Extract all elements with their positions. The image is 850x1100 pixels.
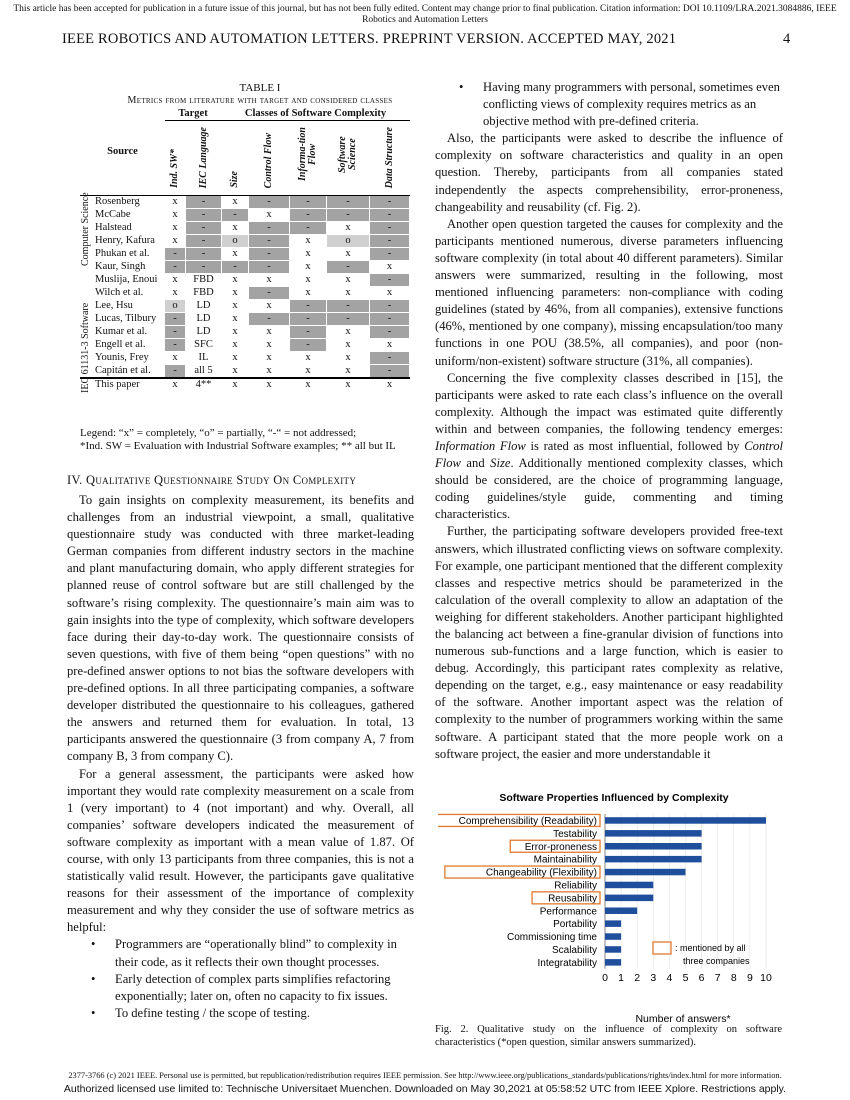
table-cell: x (327, 248, 370, 261)
table-cell: - (327, 209, 370, 222)
table-cell: - (222, 209, 249, 222)
bar (605, 959, 621, 966)
table-cell: x (249, 339, 290, 352)
bullet-dot: • (91, 971, 96, 986)
table-cell: - (249, 196, 290, 209)
table-cell: x (222, 326, 249, 339)
table-row (81, 235, 410, 248)
table-cell: - (290, 326, 327, 339)
table-cell: - (370, 248, 410, 261)
category-label: Reliability (554, 880, 597, 892)
table-cell: x (249, 352, 290, 365)
table-cell: - (290, 300, 327, 313)
bar (605, 882, 653, 889)
table-cell: - (370, 352, 410, 365)
table-cell: x (222, 365, 249, 379)
table-row (81, 365, 410, 379)
table-cell: - (249, 313, 290, 326)
paragraph: Concerning the five complexity classes described in [15], the participants were asked to rate each class’s influence on the overall complexity. Although the impact was estimated quite differently within and between companies, the following tendency emerges: Information Flow is rated as most influential, followed by Control Flow and Size. Additionally mentioned complexity classes, which should be considered, are the choice of programming language, coding guidelines/style guide, commenting and timing characteristics. (435, 370, 784, 522)
table-cell: - (370, 196, 410, 209)
source-header: Source (81, 108, 165, 196)
table-cell: FBD (186, 274, 222, 287)
table-cell: x (222, 287, 249, 300)
table-legend (80, 427, 396, 453)
target-group-header: Target (165, 108, 222, 121)
table-cell: x (290, 352, 327, 365)
bullet-list (435, 79, 783, 130)
x-tick-label: 1 (618, 971, 625, 984)
table-cell: - (186, 209, 222, 222)
column-header: IEC Language (186, 121, 222, 196)
table-cell: LD (186, 300, 222, 313)
paragraph: Another open question targeted the causes for complexity and the participants mentioned numerous, diverse parameters influencing software complexity (in total about 40 different parameters). Similar answers were summarized, resulting in the following, most mentioned influencing parameters: non-compliance with coding guidelines (stated by 46%, from all companies), extensive functions (46%, mentioned by one company), missing encapsulation/too many functions in one POU (38.5%, all companies), and poor (non-uniform/non-existent) software structure (31%, all companies). (435, 216, 783, 368)
table-cell: x (165, 378, 186, 392)
source-cell: Lee, Hsu (81, 300, 165, 313)
column-header: Software Science (327, 121, 370, 196)
table-cell: x (222, 352, 249, 365)
table-cell: - (370, 222, 410, 235)
license-footer: Authorized licensed use limited to: Technische Universitaet Muenchen. Downloaded on May 30,2021 at 05:58:52 UTC from IEEE Xplore. Restrictions apply. (63, 1083, 787, 1095)
table-row (81, 300, 410, 313)
table-cell: - (186, 248, 222, 261)
column-header: Control Flow (249, 121, 290, 196)
bar (605, 920, 621, 927)
category-label: Commissioning time (506, 932, 597, 944)
table-row (81, 313, 410, 326)
table-cell: x (165, 222, 186, 235)
bar (605, 843, 702, 850)
table-cell: x (249, 209, 290, 222)
x-tick-label: 10 (760, 971, 772, 984)
table-caption-title: Metrics from literature with target and considered classes (127, 95, 393, 106)
metrics-table (80, 107, 410, 392)
table-cell: - (186, 196, 222, 209)
table-row (81, 248, 410, 261)
source-cell: Rosenberg (81, 196, 165, 209)
table-cell: SFC (186, 339, 222, 352)
table-row (81, 274, 410, 287)
copyright-footer: 2377-3766 (c) 2021 IEEE. Personal use is permitted, but republication/redistribution requires IEEE permission. See http://www.ieee.org/publications_standards/publications/rights/index.html for more information. (68, 1071, 782, 1080)
table-cell: x (165, 196, 186, 209)
paragraph: Also, the participants were asked to describe the influence of complexity on software characteristics and quality in an open question. Thereby, participants from all companies stated independently the aspects comprehensibility, error-proneness, changeability and reusability (cf. Fig. 2). (435, 131, 783, 214)
section-heading: IV. Qualitative Questionnaire Study On Complexity (67, 473, 357, 487)
source-cell: Wilch et al. (81, 287, 165, 300)
table-cell: x (327, 326, 370, 339)
source-cell: Younis, Frey (81, 352, 165, 365)
table-cell: x (249, 274, 290, 287)
table-cell: x (327, 339, 370, 352)
table-cell: x (290, 287, 327, 300)
table-caption-label: TABLE I (239, 82, 281, 94)
column-header: Informa-tion Flow (290, 121, 327, 196)
column-header: Size (222, 121, 249, 196)
table-cell: o (222, 235, 249, 248)
table-cell: x (327, 378, 370, 392)
table-cell: x (222, 248, 249, 261)
category-label: Testability (553, 828, 597, 840)
table-cell: x (222, 196, 249, 209)
table-cell: - (249, 222, 290, 235)
table-cell: x (290, 261, 327, 274)
table-cell: x (327, 352, 370, 365)
table-cell: x (327, 274, 370, 287)
x-tick-label: 5 (682, 971, 689, 984)
table-cell: - (370, 209, 410, 222)
source-cell: Lucas, Tilbury (81, 313, 165, 326)
publication-notice: This article has been accepted for publication in a future issue of this journal, but has not been fully edited. Content may change prior to final publication. Citation information: DOI 10.1109/LRA.2021.3084886, IEEE Robotics and Automation Letters (13, 4, 837, 25)
table-cell: - (290, 196, 327, 209)
chart-title: Software Properties Influenced by Complexity (499, 792, 729, 804)
table-cell: - (249, 287, 290, 300)
legend-line-1: : mentioned by all (675, 943, 746, 953)
table-cell: x (370, 339, 410, 352)
bullet-list (67, 936, 414, 1021)
source-cell: Capitán et al. (81, 365, 165, 379)
category-label: Performance (539, 906, 597, 918)
table-cell: x (249, 326, 290, 339)
table-cell: x (222, 274, 249, 287)
x-tick-label: 2 (634, 971, 641, 984)
table-cell: 4** (186, 378, 222, 392)
table-row (81, 287, 410, 300)
category-label: Maintainability (533, 854, 597, 866)
table-cell: x (290, 235, 327, 248)
bar (605, 908, 637, 915)
table-cell: x (290, 378, 327, 392)
x-tick-label: 9 (746, 971, 753, 984)
group-label-computer-science: Computer Science (80, 192, 91, 266)
source-cell: Kaur, Singh (81, 261, 165, 274)
table-cell: x (165, 235, 186, 248)
x-tick-label: 4 (666, 971, 673, 984)
table-cell: o (327, 235, 370, 248)
table-cell: x (327, 222, 370, 235)
category-label: Reusability (548, 893, 597, 905)
bar (605, 946, 621, 953)
category-label: Comprehensibility (Readability) (458, 815, 597, 827)
x-tick-label: 0 (602, 971, 608, 984)
table-row (81, 352, 410, 365)
legend-swatch (653, 942, 671, 954)
x-axis-label: Number of answers* (635, 1013, 731, 1024)
category-label: Integratability (537, 957, 597, 969)
x-tick-label: 6 (698, 971, 705, 984)
x-tick-label: 7 (714, 971, 721, 984)
bar (605, 869, 686, 876)
table-cell: x (165, 287, 186, 300)
category-label: Changeability (Flexibility) (485, 867, 597, 879)
table-cell: - (290, 222, 327, 235)
table-cell: - (165, 326, 186, 339)
table-cell: x (370, 378, 410, 392)
left-column (67, 492, 414, 1022)
category-label: Error-proneness (524, 841, 597, 853)
page-number: 4 (783, 31, 791, 47)
table-cell: - (327, 300, 370, 313)
running-head: IEEE ROBOTICS AND AUTOMATION LETTERS. PREPRINT VERSION. ACCEPTED MAY, 2021 (62, 31, 677, 47)
group-label-iec: IEC 61131-3 Software (80, 302, 91, 394)
bullet-dot: • (459, 80, 464, 94)
table-cell: - (165, 248, 186, 261)
table-cell: - (370, 300, 410, 313)
column-header: Data Structure (370, 121, 410, 196)
legend-line-1: Legend: “x” = completely, “o” = partially, “-“ = not addressed; (80, 427, 357, 439)
bar (605, 933, 621, 940)
table-cell: - (370, 326, 410, 339)
table-cell: x (165, 209, 186, 222)
source-cell: Muslija, Enoui (81, 274, 165, 287)
bullet-dot: • (91, 1005, 96, 1020)
table-cell: - (165, 365, 186, 379)
bullet-dot: • (91, 937, 96, 952)
classes-group-header: Classes of Software Complexity (222, 108, 410, 121)
table-cell: - (186, 235, 222, 248)
table-cell: x (249, 378, 290, 392)
bar (605, 830, 702, 837)
table-row (81, 196, 410, 209)
table-cell: x (249, 300, 290, 313)
table-cell: - (327, 313, 370, 326)
table-cell: x (370, 287, 410, 300)
table-row (81, 261, 410, 274)
table-cell: - (327, 261, 370, 274)
table-cell: - (186, 261, 222, 274)
table-cell: x (222, 339, 249, 352)
table-row (81, 209, 410, 222)
list-item: • Having many programmers with personal, sometimes even conflicting views of complexity requires metrics as an objective method with pre-defined criteria. (459, 80, 780, 129)
table-cell: - (327, 196, 370, 209)
table-cell: - (370, 313, 410, 326)
table-row (81, 378, 410, 392)
table-cell: - (290, 339, 327, 352)
source-cell: Engell et al. (81, 339, 165, 352)
table-cell: x (290, 274, 327, 287)
table-row (81, 222, 410, 235)
list-item: • Programmers are “operationally blind” to complexity in their code, as it reflects their own thought processes. (91, 937, 397, 969)
table-cell: - (370, 365, 410, 379)
table-cell: - (370, 274, 410, 287)
source-cell: McCabe (81, 209, 165, 222)
table-cell: x (290, 365, 327, 379)
bar (605, 817, 766, 824)
table-cell: x (327, 287, 370, 300)
source-cell: This paper (81, 378, 165, 392)
table-cell: all 5 (186, 365, 222, 379)
table-cell: - (222, 261, 249, 274)
table-cell: - (165, 261, 186, 274)
category-label: Portability (553, 919, 597, 931)
table-cell: x (222, 313, 249, 326)
figure-caption: Fig. 2. Qualitative study on the influence of complexity on software characteristics (*open question, similar answers summarized). (435, 1024, 782, 1048)
table-cell: LD (186, 326, 222, 339)
source-cell: Henry, Kafura (81, 235, 165, 248)
category-label: Scalability (551, 944, 597, 956)
source-cell: Kumar et al. (81, 326, 165, 339)
right-column (435, 79, 783, 763)
table-cell: - (165, 313, 186, 326)
legend-line-2: three companies (683, 956, 750, 966)
table-row (81, 326, 410, 339)
legend-line-2: *Ind. SW = Evaluation with Industrial Software examples; ** all but IL (80, 440, 396, 452)
table-cell: x (222, 222, 249, 235)
table-cell: LD (186, 313, 222, 326)
table-cell: x (165, 274, 186, 287)
table-cell: IL (186, 352, 222, 365)
table-cell: x (290, 248, 327, 261)
table-cell: x (327, 365, 370, 379)
table-cell: FBD (186, 287, 222, 300)
table-cell: o (165, 300, 186, 313)
table-cell: x (370, 261, 410, 274)
table-cell: - (290, 209, 327, 222)
paragraph: For a general assessment, the participants were asked how important they would rate complexity measurement on a scale from 1 (very important) to 4 (not important) and why. Overall, all companies’ software developers indicated the measurement of software complexity as important with a mean value of 1.87. Of course, with only 13 participants from three companies, this is not a statistically valid result. However, the participants gave qualitative reasons for their assessment of the importance of complexity measurement and why they consider the use of software metrics as helpful: (67, 766, 414, 935)
list-item: • To define testing / the scope of testing. (67, 1005, 414, 1022)
bar-chart (438, 788, 778, 1024)
table-cell: - (290, 313, 327, 326)
source-cell: Halstead (81, 222, 165, 235)
table-cell: x (222, 378, 249, 392)
list-item: • Early detection of complex parts simplifies refactoring exponentially; later on, often no capacity to fix issues. (91, 971, 391, 1003)
table-cell: - (186, 222, 222, 235)
source-cell: Phukan et al. (81, 248, 165, 261)
table-cell: - (249, 235, 290, 248)
paragraph: Further, the participating software developers provided free-text answers, which illustrated conflicting views on software complexity. For example, one participant mentioned that the different complexity classes and respective metrics should be parameterized in the calculation of the overall complexity to allow an adaptation of the weighing for different stakeholders. Another participant highlighted the balancing act between a fine-granular division of functions into numerous sub-functions and a large function, which is easier to debug. Accordingly, this participant rates complexity as relative, depending on the target, e.g., easy maintenance or easy readability of the software. Another important aspect was the relation of complexity to the number of programmers working within the same software. A participant stated that the more people work on a software project, the easier and more understandable it (435, 524, 783, 761)
x-tick-label: 8 (730, 971, 737, 984)
paragraph: To gain insights on complexity measurement, its benefits and challenges from an industrial viewpoint, a small, qualitative questionnaire study was conducted with three market-leading German companies from different industry sectors in the machine and plant manufacturing domain, who apply different strategies for planned reuse of control software but are still challenged by the software’s rising complexity. The questionnaire’s main aim was to gain insights into the type of complexity, which software developers face during their day-to-day work. The questionnaire consists of seven questions, with five of them being “open questions” with no pre-defined answer options to not bias the software developers with pre-defined options. In all three participating companies, a software developer distributed the questionnaire to his colleagues, gathered the answers and returned them for evaluation. In total, 13 participants answered the questionnaire (3 from company A, 7 from company B, 3 from company C). (67, 493, 414, 764)
table-cell: - (165, 339, 186, 352)
table-cell: - (370, 235, 410, 248)
column-header: Ind. SW* (165, 121, 186, 196)
bar (605, 895, 653, 902)
table-row (81, 339, 410, 352)
bar (605, 856, 702, 863)
table-cell: - (249, 261, 290, 274)
table-cell: x (249, 365, 290, 379)
x-tick-label: 3 (650, 971, 657, 984)
table-cell: x (222, 300, 249, 313)
table-cell: x (165, 352, 186, 365)
table-cell: - (249, 248, 290, 261)
